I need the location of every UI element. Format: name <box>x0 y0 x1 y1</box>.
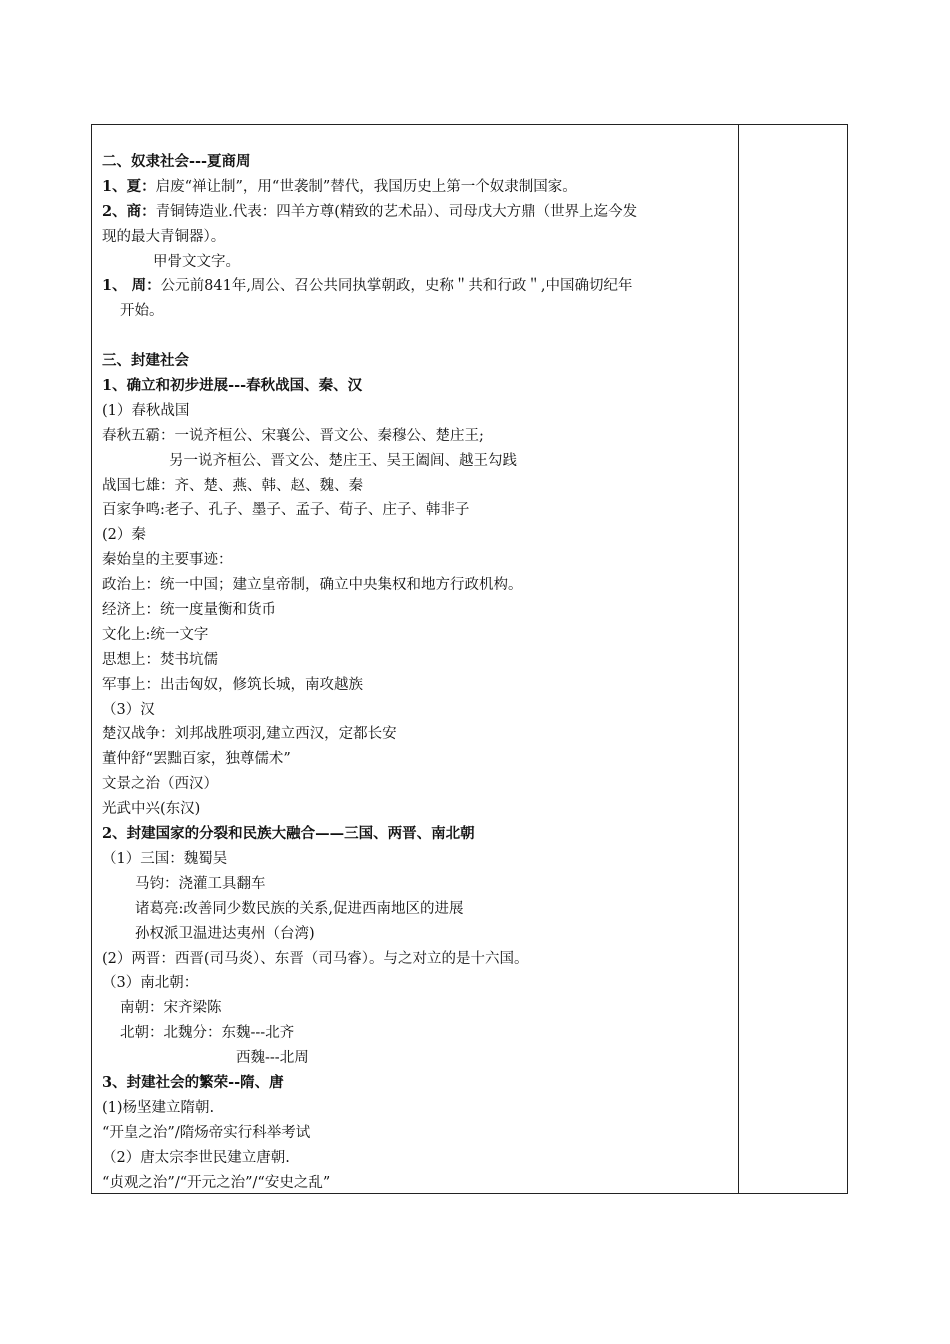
sanguo-zhuge-liang: 诸葛亮:改善同少数民族的关系,促进西南地区的进展 <box>135 900 464 917</box>
chunqiu-wuba-2: 另一说齐桓公、晋文公、楚庄王、吴王阖闾、越王勾践 <box>169 452 517 469</box>
column-divider <box>738 124 739 1194</box>
tang-2: “贞观之治”/“开元之治”/“安史之乱” <box>102 1174 331 1191</box>
nanbei-north-1: 北朝：北魏分：东魏---北齐 <box>120 1025 295 1042</box>
zhanguo-qixiong: 战国七雄：齐、楚、燕、韩、赵、魏、秦 <box>102 477 363 494</box>
spacer <box>102 324 730 349</box>
sanguo-heading: （1）三国：魏蜀吴 <box>102 850 228 867</box>
tang-1: （2）唐太宗李世民建立唐朝. <box>102 1149 290 1166</box>
han-guangwu: 光武中兴(东汉) <box>102 801 201 818</box>
liangjin: (2）两晋：西晋(司马炎）、东晋（司马睿）。与之对立的是十六国。 <box>102 950 529 967</box>
zhou-line: 1、 周：公元前841年,周公、召公共同执掌朝政，史称＂共和行政＂,中国确切纪年 <box>102 277 633 295</box>
nanbei-north-2: 西魏---北周 <box>236 1050 309 1067</box>
qin-military: 军事上：出击匈奴，修筑长城，南攻越族 <box>102 676 363 693</box>
section-3-title: 三、封建社会 <box>102 352 189 370</box>
chunqiu-wuba-1: 春秋五霸：一说齐桓公、宋襄公、晋文公、秦穆公、楚庄王; <box>102 427 484 444</box>
nanbei-heading: （3）南北朝： <box>102 975 199 992</box>
xia-line: 1、夏：启废“禅让制”，用“世袭制”替代，我国历史上第一个奴隶制国家。 <box>102 177 577 195</box>
qin-culture: 文化上:统一文字 <box>102 626 209 643</box>
chunqiu-heading: (1）春秋战国 <box>102 402 190 419</box>
nanbei-south: 南朝：宋齐梁陈 <box>120 1000 222 1017</box>
baijia-zhengming: 百家争鸣:老子、孔子、墨子、孟子、荀子、庄子、韩非子 <box>102 502 470 519</box>
section-3-2-title: 2、封建国家的分裂和民族大融合——三国、两晋、南北朝 <box>102 825 475 843</box>
han-chuhan-war: 楚汉战争：刘邦战胜项羽,建立西汉，定都长安 <box>102 726 397 743</box>
qin-thought: 思想上：焚书坑儒 <box>102 651 218 668</box>
han-wenjing: 文景之治（西汉） <box>102 776 218 793</box>
sanguo-ma-jun: 马钧：浇灌工具翻车 <box>135 875 266 892</box>
qin-intro: 秦始皇的主要事迹： <box>102 552 233 569</box>
shang-line: 2、商：青铜铸造业.代表：四羊方尊(精致的艺术品）、司母戊大方鼎（世界上迄今发 <box>102 202 638 220</box>
zhou-line-cont: 开始。 <box>120 303 164 320</box>
section-3-1-title: 1、确立和初步进展---春秋战国、秦、汉 <box>102 377 363 395</box>
shang-line-cont: 现的最大青铜器）。 <box>102 228 226 245</box>
sanguo-sun-quan: 孙权派卫温进达夷州（台湾) <box>135 925 315 942</box>
section-3-3-title: 3、封建社会的繁荣--隋、唐 <box>102 1073 284 1091</box>
sui-2: “开皇之治”/隋炀帝实行科举考试 <box>102 1124 311 1141</box>
han-heading: （3）汉 <box>102 701 155 718</box>
lesson-content <box>102 150 730 1195</box>
qin-heading: (2）秦 <box>102 527 146 544</box>
qin-politics: 政治上：统一中国；建立皇帝制，确立中央集权和地方行政机构。 <box>102 577 523 594</box>
qin-economy: 经济上：统一度量衡和货币 <box>102 602 276 619</box>
section-2-title: 二、奴隶社会---夏商周 <box>102 153 251 170</box>
sui-1: (1)杨坚建立隋朝. <box>102 1099 215 1116</box>
shang-oracle: 甲骨文文字。 <box>153 253 240 270</box>
han-dong-zhongshu: 董仲舒“罢黜百家，独尊儒术” <box>102 751 291 768</box>
